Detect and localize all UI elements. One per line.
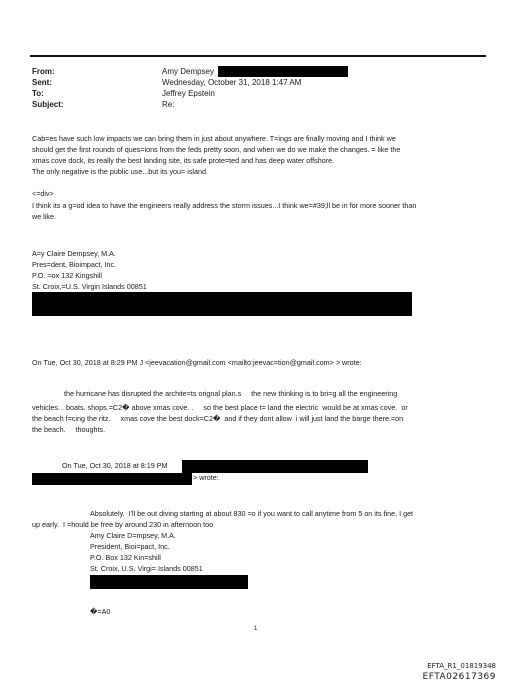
signature-line: P.O. Box 132 Kin=shill [90,553,161,562]
from-label: From: [32,67,55,76]
sent-label: Sent: [32,78,52,87]
quote-line: vehicles. . boats. shops.=C2� above xmas cove. . so the best place t= land the electric would be at xmas cove. or [32,403,408,412]
subject-value: Re: [162,100,175,109]
signature-line: President, Bioi=pact, Inc. [90,542,170,551]
bates-ref-small: EFTA_R1_01819348 [427,662,496,670]
quote-line: the beach f=cing the ritz. xmas cove the best dock=C2� and if they dont allow i will just land the barge there.=on [32,414,404,423]
body-line: Cab=es have such low impacts we can bring them in just about anywhere. T=ings are finally moving and I think we [32,134,396,143]
to-value: Jeffrey Epstein [162,89,215,98]
body-line: should get the first rounds of ques=ions from the feds pretty soon, and when we do we make the changes. = like the [32,145,401,154]
div-tag-line: <=div> [32,189,54,198]
body-line: xmas cove dock, its really the best landing site, its safe prote=ted and has deep water offshore. [32,156,335,165]
signature-line: St. Croix,=U.S. Virgin Islands 00851 [32,282,147,291]
header-rule [30,55,486,57]
signature-line: Pres=dent, Bioimpact, Inc. [32,260,117,269]
wrote-label: > wrote: [193,473,219,482]
quote-line: up early. I =hould be free by around 230 in afternoon too [32,520,214,529]
signature-line: A=y Claire Dempsey, M.A. [32,249,116,258]
quote-line: the beach. thoughts. [32,425,106,434]
redaction-box [32,292,412,316]
signature-line: P.O. =ox 132 Kingshill [32,271,102,280]
redaction-box [32,473,192,485]
body-line: The only negative is the public use...but its you= island. [32,167,208,176]
subject-label: Subject: [32,100,64,109]
trailing-encoding-line: �=A0 [90,607,111,616]
quote-header-line: On Tue, Oct 30, 2018 at 8:29 PM J <jeevacation@gmail.com <mailto:jeevac=tion@gmail.com> > wrote: [32,358,362,367]
quote-line: the hurricane has disrupted the archite=ts orignal plan.s the new thinking is to bri=g all the engineering [64,389,398,398]
body-line: I think its a g=od idea to have the engineers really address the storm issues...I think we=#39;ll be in for more sooner than [32,201,417,210]
quote-line: Absolutely. I'll be out diving starting at about 830 =o if you want to call anytime from 5 on its fine, I get [90,509,414,518]
redaction-box [182,460,368,473]
page-number: 1 [254,626,258,632]
redaction-box [218,66,348,77]
sent-value: Wednesday, October 31, 2018 1:47 AM [162,78,302,87]
quote-header-line: On Tue, Oct 30, 2018 at 8:19 PM [62,461,168,470]
bates-ref-large: EFTA02617369 [422,672,496,682]
signature-line: Amy Claire D=mpsey, M.A. [90,531,176,540]
from-value: Amy Dempsey [162,67,215,76]
to-label: To: [32,89,44,98]
body-line: we like. [32,212,56,221]
redaction-box [90,575,248,589]
signature-line: St. Croix, U.S. Virgi= Islands 00851 [90,564,203,573]
